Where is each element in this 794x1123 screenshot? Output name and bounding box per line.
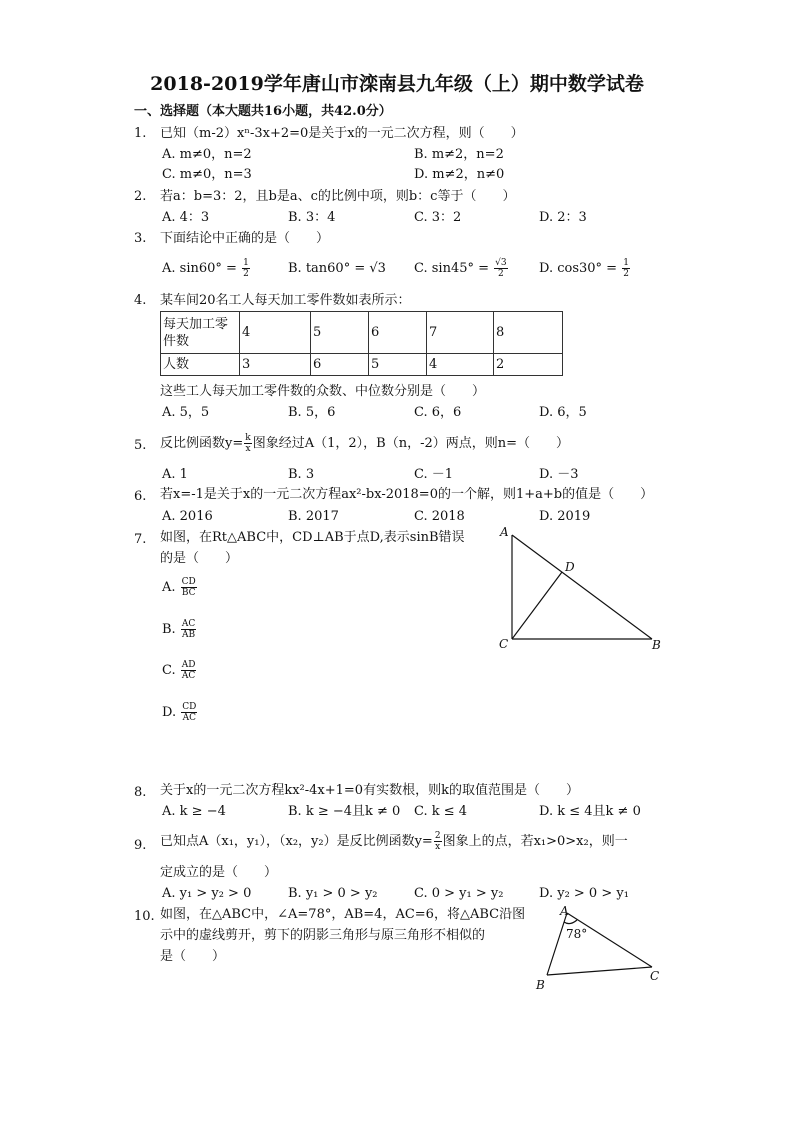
table-cell: 4 — [240, 312, 311, 354]
q9-text: 已知点A（x₁，y₁），（x₂，y₂）是反比例函数y= $\frac{2}{x}$ 图象上的点，若x₁>0>x₂，则一 — [160, 831, 628, 852]
q7-option-c: C. $\frac{AD}{AC}$ — [162, 660, 196, 681]
q7-label-c: C — [499, 637, 509, 651]
q10-angle-arc — [564, 920, 577, 924]
q9-option-d: D. y₂ > 0 > y₁ — [539, 886, 629, 901]
q9-option-b: B. y₁ > 0 > y₂ — [288, 886, 378, 901]
q7-d-fraction: $\frac{CD}{AC}$ — [182, 702, 197, 723]
q6-number: 6. — [134, 489, 147, 504]
q4-option-b: B. 5，6 — [288, 405, 336, 420]
q10-number: 10. — [134, 909, 155, 924]
q3-a-den: 2 — [243, 269, 249, 279]
q10-label-a: A — [560, 904, 569, 918]
q5-fraction: $\frac{k}{x}$ — [245, 433, 251, 454]
q7-label-b: B — [652, 638, 661, 652]
q8-option-d: D. k ≤ 4且k ≠ 0 — [539, 804, 641, 819]
table-cell: 5 — [311, 312, 369, 354]
q7-option-b: B. $\frac{AC}{AB}$ — [162, 619, 196, 640]
table-cell: 2 — [494, 354, 563, 376]
q7-number: 7. — [134, 532, 147, 547]
q3-option-b: B. tan60° = √3 — [288, 261, 386, 276]
q3-d-den: 2 — [623, 269, 629, 279]
q9-option-c: C. 0 > y₁ > y₂ — [414, 886, 504, 901]
q1-option-a: A. m≠0，n=2 — [162, 147, 252, 162]
q9-text-line2: 定成立的是（ ） — [160, 865, 278, 880]
q4-option-c: C. 6，6 — [414, 405, 462, 420]
q3-d-text: D. cos30° = — [539, 261, 618, 276]
table-cell: 4 — [427, 354, 494, 376]
q5-option-a: A. 1 — [162, 467, 188, 482]
q9-fraction: $\frac{2}{x}$ — [434, 831, 441, 852]
q8-option-a: A. k ≥ −4 — [162, 804, 226, 819]
q5-option-d: D. －3 — [539, 467, 579, 482]
q8-number: 8. — [134, 785, 147, 800]
q7-text-line2: 的是（ ） — [160, 551, 239, 566]
q7-label-d: D — [565, 560, 575, 574]
q3-c-num: √3 — [495, 258, 507, 268]
table-cell: 3 — [240, 354, 311, 376]
table-cell: 5 — [369, 354, 427, 376]
q10-label-c: C — [650, 969, 660, 983]
q4-option-d: D. 6，5 — [539, 405, 587, 420]
q10-label-b: B — [536, 978, 545, 992]
q8-option-b: B. k ≥ −4且k ≠ 0 — [288, 804, 401, 819]
q3-a-text: A. sin60° = — [162, 261, 237, 276]
table-cell: 6 — [311, 354, 369, 376]
q7-side-ab — [512, 535, 652, 639]
q4-text: 某车间20名工人每天加工零件数如表所示： — [160, 293, 411, 308]
q2-option-d: D. 2：3 — [539, 210, 587, 225]
table-cell: 8 — [494, 312, 563, 354]
q7-triangle — [512, 535, 652, 639]
q2-option-b: B. 3：4 — [288, 210, 336, 225]
q1-text: 已知（m-2）xⁿ-3x+2=0是关于x的一元二次方程，则（ ） — [160, 126, 524, 141]
q6-option-c: C. 2018 — [414, 509, 465, 524]
q10-text-line3: 是（ ） — [160, 949, 226, 964]
q4-text2: 这些工人每天加工零件数的众数、中位数分别是（ ） — [160, 384, 486, 399]
q7-option-d: D. $\frac{CD}{AC}$ — [162, 702, 197, 723]
q1-option-d: D. m≠2，n≠0 — [414, 167, 505, 182]
q2-text: 若a：b=3：2，且b是a、c的比例中项，则b：c等于（ ） — [160, 189, 516, 204]
q8-text: 关于x的一元二次方程kx²-4x+1=0有实数根，则k的取值范围是（ ） — [160, 783, 579, 798]
q5-option-b: B. 3 — [288, 467, 315, 482]
q10-angle-label: 78° — [566, 927, 588, 941]
q7-text-line1: 如图，在Rt△ABC中，CD⊥AB于点D,表示sinB错误 — [160, 530, 465, 545]
table-cell: 每天加工零 件数 — [161, 312, 240, 354]
q1-option-c: C. m≠0，n=3 — [162, 167, 252, 182]
q5-option-c: C. －1 — [414, 467, 454, 482]
q1-number: 1. — [134, 126, 147, 141]
q7-altitude-cd — [512, 572, 562, 639]
q7-c-fraction: $\frac{AD}{AC}$ — [181, 660, 196, 681]
q3-c-den: 2 — [498, 269, 504, 279]
q6-option-a: A. 2016 — [162, 509, 213, 524]
q1-option-b: B. m≠2，n=2 — [414, 147, 504, 162]
q2-option-a: A. 4：3 — [162, 210, 210, 225]
q6-option-d: D. 2019 — [539, 509, 591, 524]
q8-option-c: C. k ≤ 4 — [414, 804, 468, 819]
q7-label-a: A — [500, 525, 509, 539]
q7-b-fraction: $\frac{AC}{AB}$ — [181, 619, 196, 640]
q9-number: 9. — [134, 838, 147, 853]
table-cell: 6 — [369, 312, 427, 354]
q7-option-a: A. $\frac{CD}{BC}$ — [162, 577, 196, 598]
q3-a-num: 1 — [243, 258, 249, 268]
q3-c-text: C. sin45° = — [414, 261, 490, 276]
q5-text: 反比例函数y= $\frac{k}{x}$ 图象经过A（1，2），B（n，-2）两点，则n=（ ） — [160, 433, 570, 454]
q10-text-line2: 示中的虚线剪开，剪下的阴影三角形与原三角形不相似的 — [160, 928, 486, 943]
q3-number: 3. — [134, 231, 147, 246]
q3-text: 下面结论中正确的是（ ） — [160, 231, 330, 246]
page-title: 2018-2019学年唐山市滦南县九年级（上）期中数学试卷 — [150, 73, 644, 95]
q10-triangle — [547, 913, 652, 975]
q5-number: 5. — [134, 438, 147, 453]
q6-text: 若x=-1是关于x的一元二次方程ax²-bx-2018=0的一个解，则1+a+b的值是（ ） — [160, 487, 654, 502]
q3-d-num: 1 — [623, 258, 629, 268]
table-cell: 7 — [427, 312, 494, 354]
section-heading: 一、选择题（本大题共16小题，共42.0分） — [134, 104, 392, 119]
q10-text-line1: 如图，在△ABC中，∠A=78°，AB=4，AC=6，将△ABC沿图 — [160, 907, 526, 922]
q9-option-a: A. y₁ > y₂ > 0 — [162, 886, 252, 901]
q4-number: 4. — [134, 293, 147, 308]
table-cell: 人数 — [161, 354, 240, 376]
q2-number: 2. — [134, 189, 147, 204]
q7-a-fraction: $\frac{CD}{BC}$ — [181, 577, 196, 598]
q2-option-c: C. 3：2 — [414, 210, 462, 225]
q6-option-b: B. 2017 — [288, 509, 339, 524]
q10-side-bc — [547, 967, 652, 975]
q4-option-a: A. 5，5 — [162, 405, 210, 420]
